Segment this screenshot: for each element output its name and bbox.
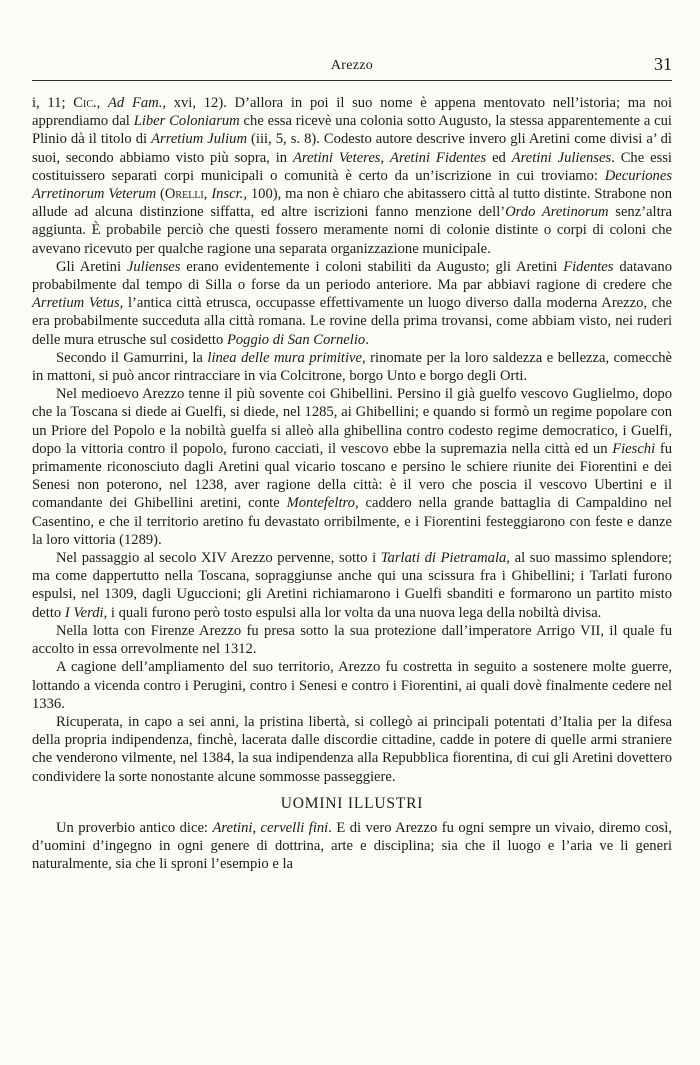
paragraph — [32, 658, 672, 713]
text-run: , — [96, 95, 109, 111]
text-run: , — [380, 149, 391, 166]
text-run: Un proverbio antico dice: — [56, 819, 213, 836]
paragraph — [32, 258, 672, 349]
italic-text: linea delle mura primitive — [207, 349, 362, 366]
italic-text: Fieschi — [612, 440, 656, 457]
text-run: i, 11; — [32, 95, 74, 111]
text-run: , xvi, 12). D’allora in poi il suo nome è appena mentovato nell’istoria; ma noi apprendiamo dal — [32, 95, 672, 130]
paragraph — [32, 713, 672, 786]
text-run: , rinomate per la loro saldezza e bellezza, comecchè in mattoni, si può ancor rintracciare in via Colcitrone, borgo Unto e borgo degli Orti. — [32, 349, 672, 385]
running-header — [32, 54, 672, 78]
italic-text: I Verdi — [64, 604, 104, 621]
smallcaps-text: Cic. — [73, 95, 97, 111]
text-run: fu primamente riconosciuto dagli Aretini qual vicario toscano e persino le schiere riunite dei Fiorentini e dei Senesi non poterono, nel 1238, aver ragione della città: è il vero che poscia il vescovo Ubertini e il comandante dei Ghibellini aretini, conte — [32, 440, 672, 512]
body-text — [32, 94, 672, 874]
italic-text: Arretium Vetus — [32, 295, 120, 312]
page-number: 31 — [654, 54, 672, 74]
italic-text: Inscr. — [211, 186, 244, 203]
italic-text: Ordo Aretinorum — [505, 204, 609, 221]
italic-text: Poggio di San Cornelio — [226, 331, 366, 348]
text-run: . Che essi costituissero separati corpi municipali o comunità è certo da un’iscrizione in cui troviamo: — [32, 149, 672, 184]
text-run: , caddero nella grande battaglia di Campaldino nel Casentino, e che il territorio aretino fu devastato orribilmente, e i Fiorentini festeggiarono con feste e danze la loro vittoria (1289). — [32, 495, 672, 548]
paragraph — [32, 385, 672, 549]
italic-text: Decuriones Arretinorum Veterum — [32, 167, 672, 203]
text-run: senz’altra aggiunta. È probabile perciò che questi fossero meramente nomi di colonie distinte o corpi di coloni che avevano ricevuto per qualche ragione una separata organizzazione municipale. — [32, 204, 672, 257]
text-run: Nel medioevo Arezzo tenne il più sovente coi Ghibellini. Persino il già guelfo vescovo Guglielmo, dopo che la Toscana si diede ai Guelfi, si diede, nel 1285, ai Ghibellini; e quando si formò un regime popolare con un Priore del Popolo e la nobiltà guelfa si alleò alla ghibellina contro codesto regime democratico, i Guelfi, dopo la vittoria contro il popolo, furono cacciati, il vescovo ebbe la supremazia nella città ed un — [32, 386, 672, 457]
text-run: Gli Aretini — [56, 258, 127, 275]
paragraph — [32, 622, 672, 658]
italic-text: Arretium Julium — [151, 131, 247, 148]
text-run: Nel passaggio al secolo XIV Arezzo pervenne, sotto i — [56, 550, 381, 567]
smallcaps-text: Orelli — [164, 186, 204, 203]
text-run: Nella lotta con Firenze Arezzo fu presa sotto la sua protezione dall’imperatore Arrigo VII, il quale fu accolto in essa orrevolmente nel 1312. — [32, 622, 672, 658]
text-run: A cagione dell’ampliamento del suo territorio, Arezzo fu costretta in seguito a sostenere molte guerre, lottando a vicenda contro i Perugini, contro i Senesi e contro i Fiorentini, ai quali dovè finalmente cedere nel 1336. — [32, 659, 672, 712]
italic-text: Aretini Veteres — [292, 149, 381, 166]
text-run: , i quali furono però tosto espulsi alla lor volta da una nuova lega della nobiltà divisa. — [103, 604, 602, 621]
text-run: . E di vero Arezzo fu ogni sempre un vivaio, diremo così, d’uomini d’ingegno in ogni genere di dottrina, arte e disciplina; sia che il luogo e l’aria ve li generi naturalmente, sia che li sproni l’esempio e la — [32, 819, 672, 873]
paragraph — [32, 94, 672, 258]
text-run: Secondo il Gamurrini, la — [56, 349, 208, 366]
text-run: , — [203, 186, 212, 203]
text-run: UOMINI ILLUSTRI — [280, 794, 424, 812]
italic-text: Fidentes — [563, 258, 614, 275]
text-run: ed — [486, 149, 512, 166]
italic-text: Aretini Fidentes — [390, 149, 487, 166]
paragraph — [32, 349, 672, 385]
italic-text: Liber Coloniarum — [133, 113, 240, 130]
italic-text: Aretini, cervelli fini — [212, 819, 329, 836]
text-run: . — [365, 331, 369, 348]
text-run: erano evidentemente i coloni stabiliti da Augusto; gli Aretini — [180, 258, 564, 275]
paragraph — [32, 819, 672, 874]
italic-text: Montefeltro — [286, 495, 355, 512]
section-heading — [32, 795, 672, 813]
text-run: datavano probabilmente dal tempo di Silla o forse da un periodo anteriore. Ma par abbiavi ragione di credere che — [32, 258, 672, 294]
italic-text: Julienses — [126, 258, 181, 275]
text-run: che essa ricevè una colonia sotto Augusto, la stessa apparentemente a cui Plinio dà il titolo di — [32, 113, 672, 148]
italic-text: Aretini Julienses — [511, 149, 612, 166]
text-run: , 100), ma non è chiaro che abitassero città al tutto distinte. Strabone non allude ad alcuna distinzione siffatta, ed altre iscrizioni fanno menzione dell’ — [32, 186, 672, 221]
header-rule — [32, 80, 672, 81]
running-title: Arezzo — [330, 58, 374, 73]
italic-text: Tarlati di Pietramala — [380, 550, 507, 567]
text-run: , l’antica città etrusca, occupasse effettivamente un luogo diverso dalla moderna Arezzo, che era probabilmente succeduta alla città romana. Le rovine della prima trovansi, come abbiam visto, nei ruderi delle mura etrusche sul cosidetto — [32, 295, 672, 348]
text-run: Ricuperata, in capo a sei anni, la pristina libertà, si collegò ai principali potentati d’Italia per la difesa della propria indipendenza, finchè, lacerata dalle discordie cittadine, cadde in potere di quelle armi straniere che venderono vilmente, nel 1384, la sua indipendenza alla Repubblica fiorentina, di cui gli Aretini dovettero condividere la sorte nonostante alcune sommosse passeggiere. — [32, 713, 672, 785]
text-run: , al suo massimo splendore; ma come dappertutto nella Toscana, sopraggiunse anche qui una scissura fra i Ghibellini; i Tarlati furono espulsi, nel 1309, dagli Uguccioni; gli Aretini richiamarono i Guelfi sbanditi e formarono un partito misto detto — [32, 550, 672, 621]
paragraph — [32, 549, 672, 622]
text-run: (iii, 5, s. 8). Codesto autore descrive invero gli Aretini come divisi a’ dì suoi, secondo abbiamo visto più sopra, in — [32, 131, 672, 166]
italic-text: Ad Fam. — [108, 95, 163, 111]
text-run: ( — [156, 186, 165, 203]
